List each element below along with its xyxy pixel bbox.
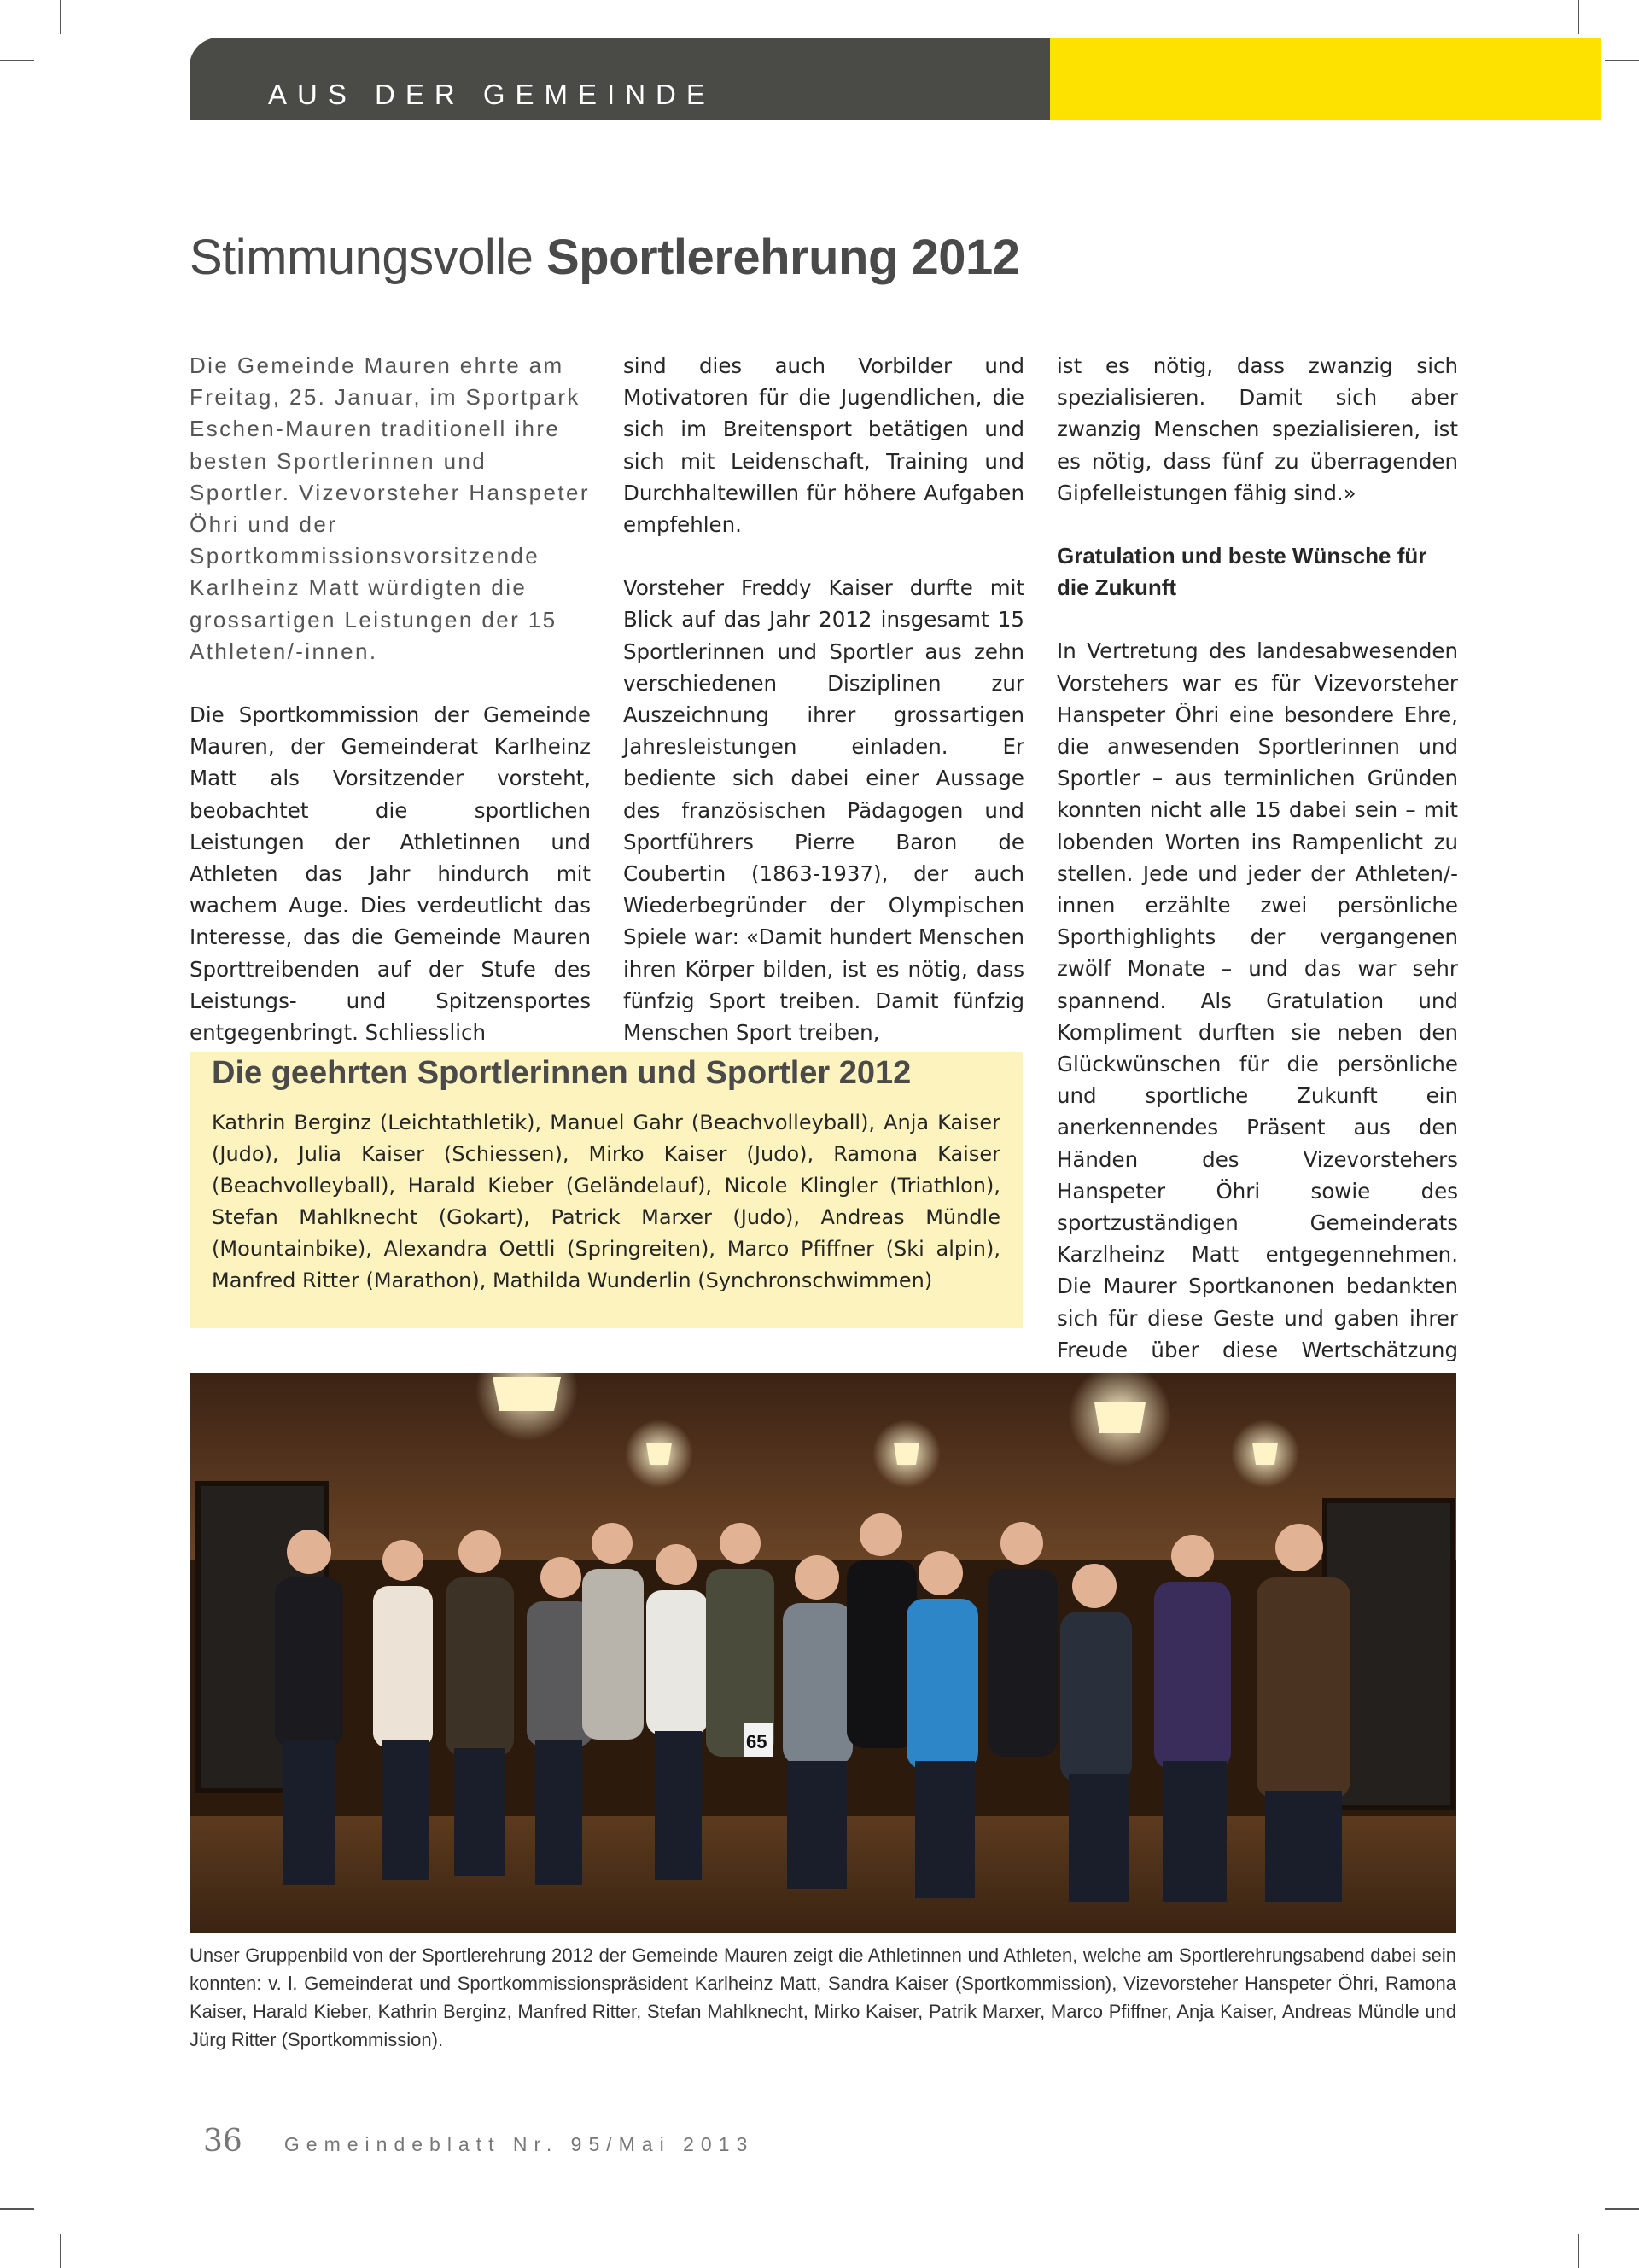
- article-column-2: [623, 350, 1024, 1048]
- crop-mark: [60, 2234, 61, 2268]
- section-header-title: AUS DER GEMEINDE: [268, 79, 715, 110]
- article-subheading: Gratulation und beste Wünsche für die Zukunft: [1057, 543, 1427, 601]
- crop-mark: [0, 2208, 34, 2210]
- photo-caption: Unser Gruppenbild von der Sportlerehrung 2012 der Gemeinde Mauren zeigt die Athletinnen und Athleten, welche am Sportlerehrungsabend dabei sein konnten: v. l. Gemeinderat und Sportkommissionspräsident Karlheinz Matt, Sandra Kaiser (Sportkommission), Vizevorsteher Hanspeter Öhri, Ramona Kaiser, Harald Kieber, Kathrin Berginz, Manfred Ritter, Stefan Mahlknecht, Mirko Kaiser, Patrik Marxer, Marco Pfiffner, Anja Kaiser, Andreas Mündle und Jürg Ritter (Sportkommission).: [190, 1944, 1456, 2050]
- title-bold: Sportlerehrung 2012: [546, 230, 1020, 285]
- article-column-1: [190, 350, 591, 1048]
- article-paragraph: Vorsteher Freddy Kaiser durfte mit Blick auf das Jahr 2012 insgesamt 15 Sportlerinnen und Sportler aus zehn verschiedenen Disziplinen zur Auszeichnung ihrer grossartigen Jahresleistungen einladen. Er bediente sich dabei einer Aussage des französischen Pädagogen und Sportführers Pierre Baron de Coubertin (1863-1937), der auch Wiederbegründer der Olympischen Spiele war: «Damit hundert Menschen ihren Körper bilden, ist es nötig, dass fünfzig Sport treiben. Damit fünfzig Menschen Sport treiben,: [623, 575, 1024, 1046]
- article-paragraph: ist es nötig, dass zwanzig sich spezialisieren. Damit sich aber zwanzig Menschen spezialisieren, ist es nötig, dass fünf zu überragenden Gipfelleistungen fähig sind.»: [1057, 353, 1458, 505]
- crop-mark: [1605, 60, 1639, 61]
- page-number: 36: [203, 2124, 242, 2159]
- honorees-box-title: Die geehrten Sportlerinnen und Sportler 2012: [212, 1055, 912, 1091]
- article-paragraph: Die Sportkommission der Gemeinde Mauren, der Gemeinderat Karlheinz Matt als Vorsitzender vorsteht, beobachtet die sportlichen Leistungen der Athletinnen und Athleten das Jahr hindurch mit wachem Auge. Dies verdeutlicht das Interesse, das die Gemeinde Mauren Sporttreibenden auf der Stufe des Leistungs- und Spitzensportes entgegenbringt. Schliesslich: [190, 703, 591, 1046]
- article-lead: Die Gemeinde Mauren ehrte am Freitag, 25. Januar, im Sportpark Eschen-Mauren traditionell ihre besten Sportlerinnen und Sportler. Vizevorsteher Hanspeter Öhri und der Sportkommissionsvorsitzende Karlheinz Matt würdigten die grossartigen Leistungen der 15 Athleten/-innen.: [190, 353, 590, 664]
- article-title: [190, 229, 1020, 286]
- crop-mark: [1605, 2208, 1639, 2210]
- article-paragraph: sind dies auch Vorbilder und Motivatoren für die Jugendlichen, die sich im Breitensport betätigen und sich mit Leidenschaft, Training und Durchhaltewillen für höhere Aufgaben empfehlen.: [623, 353, 1024, 538]
- race-bib-number: 65: [746, 1731, 767, 1752]
- group-photo: [190, 1373, 1456, 1933]
- title-light: Stimmungsvolle: [190, 230, 534, 285]
- page-footer: [203, 2124, 754, 2159]
- magazine-issue: Gemeindeblatt Nr. 95/Mai 2013: [283, 2133, 755, 2155]
- crop-mark: [1578, 2234, 1579, 2268]
- crop-mark: [60, 0, 61, 34]
- section-header-accent: [1050, 38, 1601, 120]
- honorees-list: Kathrin Berginz (Leichtathletik), Manuel Gahr (Beachvolleyball), Anja Kaiser (Judo), Julia Kaiser (Schiessen), Mirko Kaiser (Judo), Ramona Kaiser (Beachvolleyball), Harald Kieber (Geländelauf), Nicole Klingler (Triathlon), Stefan Mahlknecht (Gokart), Patrick Marxer (Judo), Andreas Mündle (Mountainbike), Alexandra Oettli (Springreiten), Marco Pfiffner (Ski alpin), Manfred Ritter (Marathon), Mathilda Wunderlin (Synchronschwimmen): [212, 1111, 1000, 1292]
- crop-mark: [1578, 0, 1579, 34]
- crop-mark: [0, 60, 34, 61]
- article-paragraph: In Vertretung des landesabwesenden Vorstehers war es für Vizevorsteher Hanspeter Öhri eine besondere Ehre, die anwesenden Sportlerinnen und Sportler – aus terminlichen Gründen konnten nicht alle 15 dabei sein – mit lobenden Worten ins Rampenlicht zu stellen. Jede und jeder der Athleten/-innen erzählte zwei persönliche Sporthighlights der vergangenen zwölf Monate – und das war sehr spannend. Als Gratulation und Kompliment durften sie neben den Glückwünschen für die persönliche und sportliche Zukunft ein anerkennendes Präsent aus den Händen des Vizevorstehers Hanspeter Öhri sowie des sportzuständigen Gemeinderats Karzlheinz Matt entgegennehmen. Die Maurer Sportkanonen bedankten sich für diese Geste und gaben ihrer Freude über diese Wertschätzung: [1057, 638, 1458, 1362]
- honorees-box: [190, 1052, 1023, 1328]
- article-column-3: [1057, 350, 1458, 1397]
